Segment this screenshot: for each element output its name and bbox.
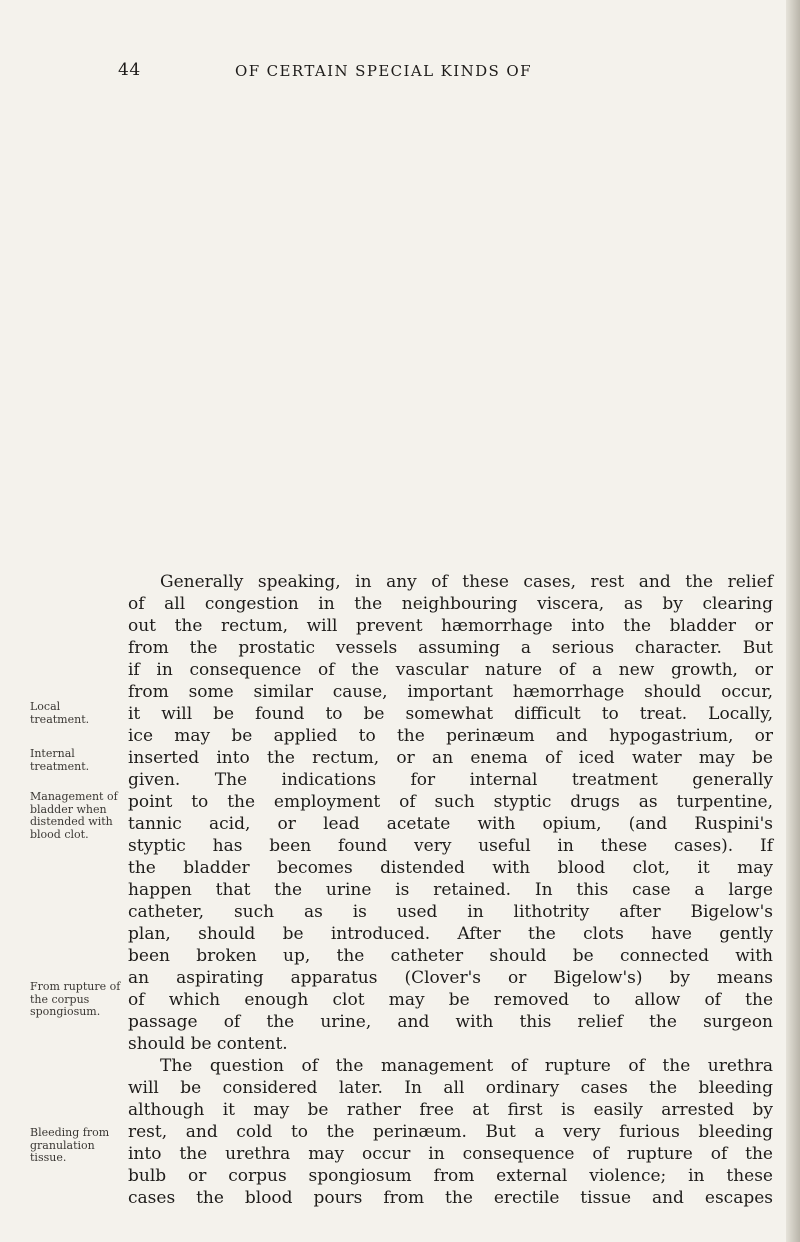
- margin-note-line: tissue.: [30, 1151, 67, 1164]
- margin-note-rupture: [30, 981, 130, 1019]
- body-line: been broken up, the catheter should be connected with: [128, 946, 773, 966]
- page-number: 44: [118, 60, 141, 80]
- margin-note-line: Local: [30, 700, 61, 713]
- body-line: point to the employment of such styptic drugs as turpentine,: [128, 792, 773, 812]
- body-line: rest, and cold to the perinæum. But a very furious bleeding: [128, 1122, 773, 1142]
- body-line: should be content.: [128, 1034, 288, 1054]
- body-line: if in consequence of the vascular nature of a new growth, or: [128, 660, 773, 680]
- margin-note-line: Internal: [30, 747, 75, 760]
- body-line: The question of the management of rupture of the urethra: [160, 1056, 773, 1076]
- margin-note-local-treatment: [30, 701, 130, 726]
- body-line: tannic acid, or lead acetate with opium, (and Ruspini's: [128, 814, 773, 834]
- margin-note-line: granulation: [30, 1138, 95, 1152]
- margin-note-granulation: [30, 1127, 130, 1165]
- body-line: ice may be applied to the perinæum and hypogastrium, or: [128, 726, 773, 746]
- body-line: the bladder becomes distended with blood clot, it may: [128, 858, 773, 878]
- margin-note-line: bladder when: [30, 802, 107, 816]
- body-line: plan, should be introduced. After the clots have gently: [128, 924, 773, 944]
- margin-note-line: From rupture of: [30, 980, 121, 993]
- body-line: will be considered later. In all ordinary cases the bleeding: [128, 1078, 773, 1098]
- margin-note-line: the corpus: [30, 992, 90, 1006]
- body-line: although it may be rather free at first is easily arrested by: [128, 1100, 773, 1120]
- body-line: of which enough clot may be removed to allow of the: [128, 990, 773, 1010]
- margin-note-line: treatment.: [30, 712, 90, 726]
- running-head: OF CERTAIN SPECIAL KINDS OF: [235, 62, 532, 80]
- body-line: of all congestion in the neighbouring viscera, as by clearing: [128, 594, 773, 614]
- body-line: happen that the urine is retained. In this case a large: [128, 880, 773, 900]
- margin-note-line: Management of: [30, 790, 118, 803]
- body-line: an aspirating apparatus (Clover's or Bigelow's) by means: [128, 968, 773, 988]
- page-edge: [786, 0, 800, 1242]
- body-line: bulb or corpus spongiosum from external violence; in these: [128, 1166, 773, 1186]
- margin-note-line: spongiosum.: [30, 1005, 101, 1018]
- body-line: it will be found to be somewhat difficult to treat. Locally,: [128, 704, 773, 724]
- body-line: Generally speaking, in any of these cases, rest and the relief: [160, 572, 773, 592]
- body-line: from the prostatic vessels assuming a serious character. But: [128, 638, 773, 658]
- margin-note-line: Bleeding from: [30, 1126, 110, 1139]
- body-line: catheter, such as is used in lithotrity after Bigelow's: [128, 902, 773, 922]
- body-text: [128, 0, 773, 1242]
- body-line: styptic has been found very useful in these cases). If: [128, 836, 773, 856]
- body-line: out the rectum, will prevent hæmorrhage into the bladder or: [128, 616, 773, 636]
- margin-notes: [30, 0, 140, 1242]
- body-line: cases the blood pours from the erectile tissue and escapes: [128, 1188, 773, 1208]
- body-line: given. The indications for internal treatment generally: [128, 770, 773, 790]
- body-line: inserted into the rectum, or an enema of iced water may be: [128, 748, 773, 768]
- margin-note-internal-treatment: [30, 748, 130, 773]
- margin-note-bladder-clot: [30, 791, 130, 841]
- body-line: into the urethra may occur in consequence of rupture of the: [128, 1144, 773, 1164]
- body-line: passage of the urine, and with this relief the surgeon: [128, 1012, 773, 1032]
- margin-note-line: treatment.: [30, 759, 90, 773]
- body-line: from some similar cause, important hæmorrhage should occur,: [128, 682, 773, 702]
- margin-note-line: distended with: [30, 815, 113, 828]
- margin-note-line: blood clot.: [30, 827, 89, 841]
